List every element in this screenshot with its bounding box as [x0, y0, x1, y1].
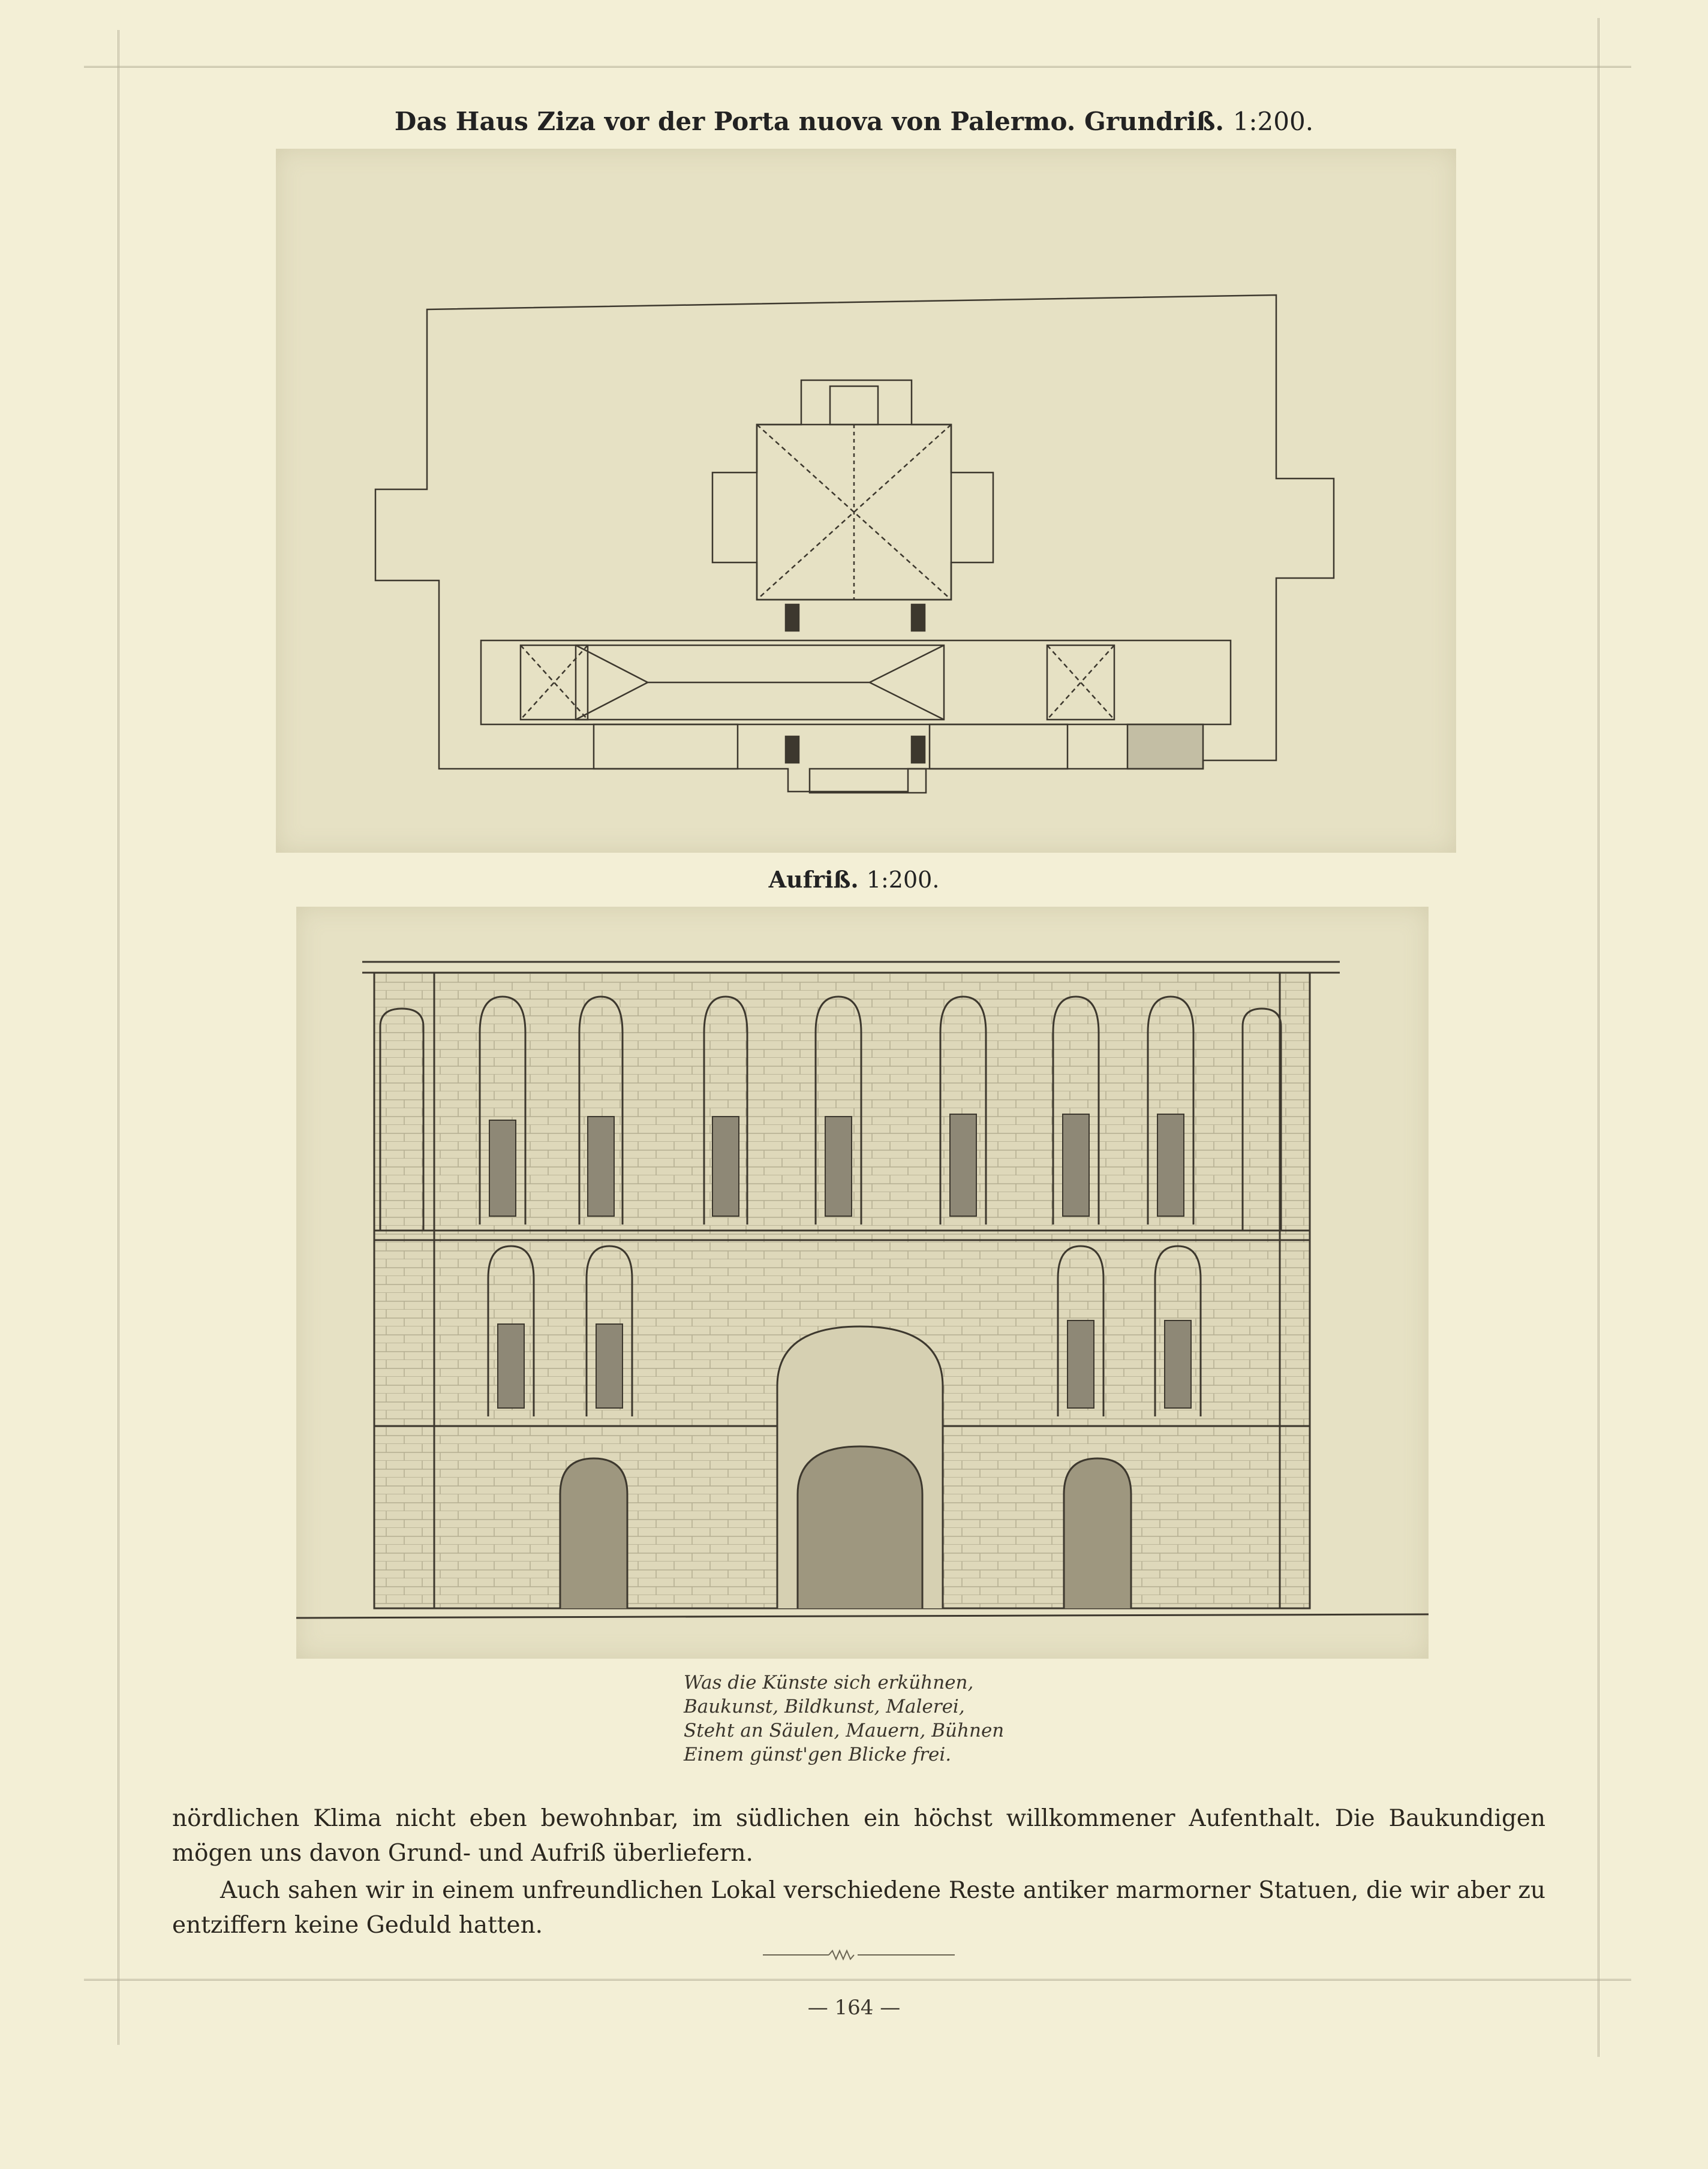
poem-line: Baukunst, Bildkunst, Malerei, [684, 1696, 965, 1717]
floor-plan-plate [276, 149, 1456, 853]
plan-title-scale: 1:200. [1232, 107, 1314, 136]
elevation-title-scale: 1:200. [866, 867, 940, 893]
poem-line: Einem günst'gen Blicke frei. [684, 1744, 952, 1765]
right-border-rule [1598, 18, 1599, 2057]
elevation-plate [296, 907, 1429, 1659]
left-border-rule [118, 30, 119, 2045]
elevation-title-label: Aufriß. [768, 866, 859, 893]
paragraph-text: Auch sahen wir in einem unfreundlichen Lokal verschiedene Reste antiker marmorner Statuen, die wir aber zu entziffern keine Geduld hatten. [172, 1877, 1545, 1939]
plan-title-text: Das Haus Ziza vor der Porta nuova von Palermo. [394, 107, 1076, 136]
body-paragraph-1 [172, 1801, 1545, 1871]
poem-caption [684, 1671, 1004, 1767]
plan-title [0, 107, 1708, 136]
top-border-rule [84, 66, 1631, 68]
elevation-drawing [296, 907, 1429, 1659]
body-paragraph-2 [172, 1873, 1545, 1943]
page-number: — 164 — [807, 1996, 901, 2020]
section-ornament [763, 1948, 955, 1962]
poem-line: Steht an Säulen, Mauern, Bühnen [684, 1720, 1005, 1741]
plan-title-label: Grundriß. [1084, 107, 1225, 136]
elevation-title [0, 866, 1708, 893]
floor-plan-drawing [276, 149, 1456, 853]
bottom-border-rule [84, 1979, 1631, 1981]
poem-line: Was die Künste sich erkühnen, [684, 1672, 974, 1693]
paragraph-text: nördlichen Klima nicht eben bewohnbar, im südlichen ein höchst willkommener Aufenthalt. Die Baukundigen mögen uns davon Grund- und Aufriß überliefern. [172, 1805, 1545, 1867]
